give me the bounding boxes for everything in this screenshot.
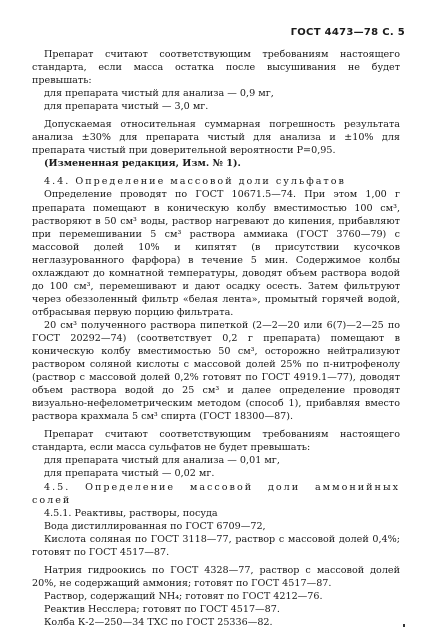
paragraph: Определение проводят по ГОСТ 10671.5—74. При этом 1,00 г препарата помещают в коническую колбу вместимостью 100 см³, растворяют в 50 см³ воды, раствор нагревают до кипения, прибавляют при перемешивании 5 см³ раствора аммиака (ГОСТ 3760—79) с массовой долей 10% и кипятят (в присутствии кусочков неглазурованного фарфора) в течение 5 мин. Содержимое колбы охлаждают до комнатной температуры, доводят объем раствора водой до 100 см³, перемешивают и дают осадку осесть. Затем фильтруют через обеззоленный фильтр «белая лента», промытый горячей водой, отбрасывая первую порцию фильтрата.: [32, 189, 400, 318]
paragraph: Колба К-2—250—34 ТХС по ГОСТ 25336—82.: [44, 616, 273, 628]
paragraph: для препарата чистый — 3,0 мг.: [44, 101, 209, 113]
page-header: ГОСТ 4473—78 С. 5: [290, 27, 405, 38]
paragraph: Кислота соляная по ГОСТ 3118—77, раствор с массовой долей 0,4%; готовят по ГОСТ 4517—87.: [32, 533, 400, 558]
section-heading: 4.5. Определение массовой доли аммонийных солей: [32, 481, 400, 506]
paragraph: Препарат считают соответствующим требованиям настоящего стандарта, если масса сульфатов не будет превышать:: [32, 429, 400, 454]
paragraph: Реактив Несслера; готовят по ГОСТ 4517—87.: [44, 603, 280, 615]
document-body: [32, 48, 400, 629]
subsection-heading: 4.5.1. Реактивы, растворы, посуда: [44, 507, 218, 519]
paragraph: Допускаемая относительная суммарная погрешность результата анализа ±30% для препарата чистый для анализа и ±10% для препарата чистый при доверительной вероятности Р=0,95.: [32, 119, 400, 157]
paragraph: для препарата чистый для анализа — 0,9 мг,: [44, 88, 274, 100]
paragraph: Раствор, содержащий NH₄; готовят по ГОСТ 4212—76.: [44, 590, 323, 602]
paragraph: 20 см³ полученного раствора пипеткой (2—2—20 или 6(7)—2—25 по ГОСТ 20292—74) (соответствует 0,2 г препарата) помещают в коническую колбу вместимостью 50 см³, осторожно нейтрализуют раствором соляной кислоты с массовой долей 25% по п-нитрофенолу (раствор с массовой долей 0,2% готовят по ГОСТ 4919.1—77), доводят объем раствора водой до 25 см³ и далее определение проводят визуально-нефелометрическим методом (способ 1), прибавляя вместо раствора крахмала 5 см³ спирта (ГОСТ 18300—87).: [32, 319, 400, 423]
section-heading: 4.4. Определение массовой доли сульфатов: [44, 176, 346, 188]
page-mark: [403, 624, 405, 627]
paragraph: для препарата чистый — 0,02 мг.: [44, 468, 215, 480]
paragraph: Вода дистиллированная по ГОСТ 6709—72,: [44, 520, 266, 532]
paragraph: Препарат считают соответствующим требованиям настоящего стандарта, если масса остатка после высушивания не будет превышать:: [32, 49, 400, 87]
paragraph: для препарата чистый для анализа — 0,01 мг,: [44, 455, 280, 467]
amendment-note: (Измененная редакция, Изм. № 1).: [44, 158, 241, 170]
paragraph: Натрия гидроокись по ГОСТ 4328—77, раствор с массовой долей 20%, не содержащий аммония; готовят по ГОСТ 4517—87.: [32, 564, 400, 589]
